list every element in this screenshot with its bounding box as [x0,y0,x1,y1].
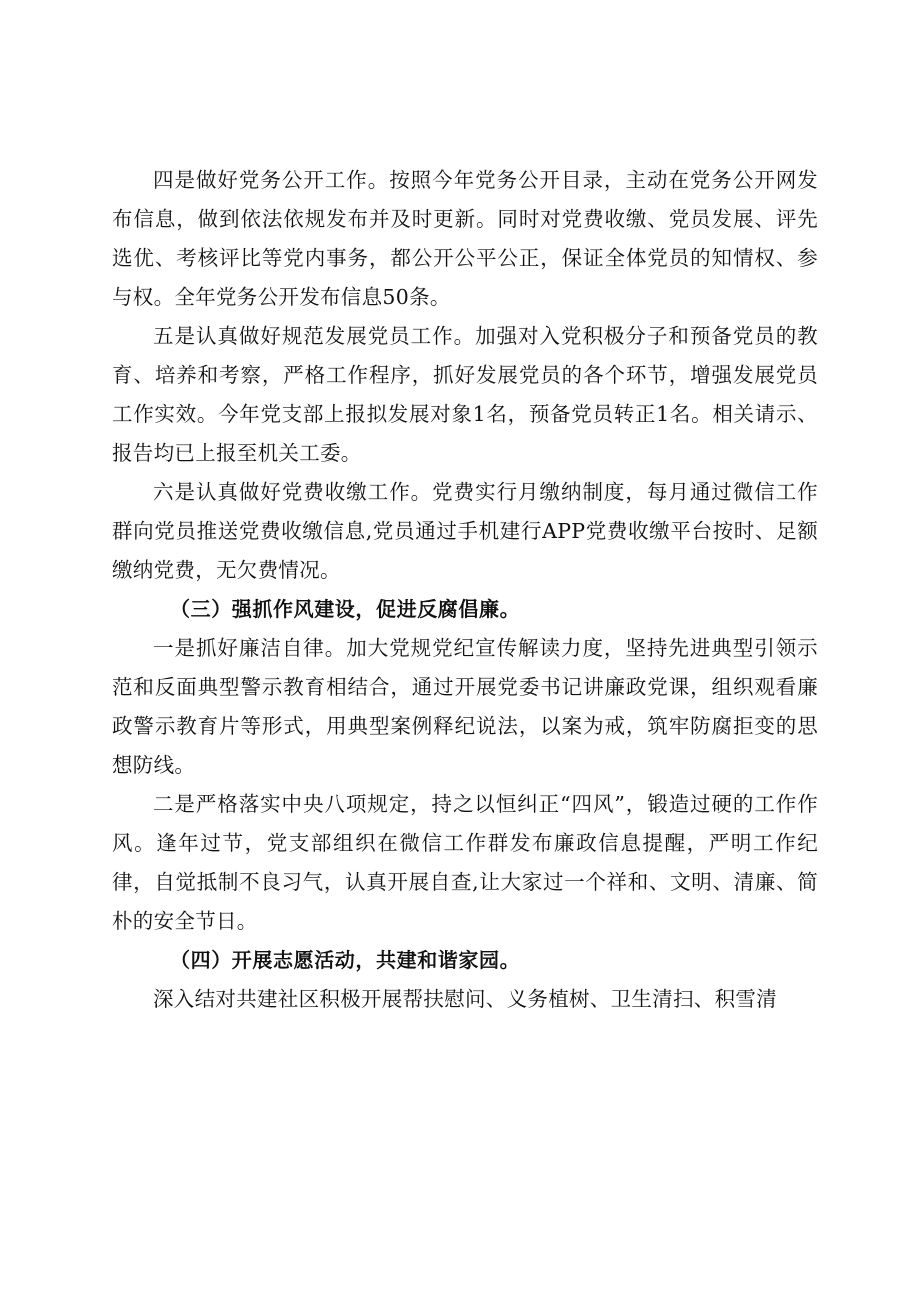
paragraph-party-affairs-disclosure: 四是做好党务公开工作。按照今年党务公开目录，主动在党务公开网发布信息，做到依法依规发布并及时更新。同时对党费收缴、党员发展、评先选优、考核评比等党内事务，都公开公平公正，保证全体党员的知情权、参与权。全年党务公开发布信息50条。 [112,168,818,309]
paragraph-eight-point-rules: 二是严格落实中央八项规定，持之以恒纠正“四风”，锻造过硬的工作作风。逢年过节，党支部组织在微信工作群发布廉政信息提醒，严明工作纪律，自觉抵制不良习气，认真开展自查,让大家过一个祥和、文明、清廉、简朴的安全节日。 [112,792,818,933]
section-heading-volunteer-activities: （四）开展志愿活动，共建和谐家园。 [170,948,521,972]
paragraph-party-member-development: 五是认真做好规范发展党员工作。加强对入党积极分子和预备党员的教育、培养和考察，严格工作程序，抓好发展党员的各个环节，增强发展党员工作实效。今年党支部上报拟发展对象1名，预备党员转正1名。相关请示、报告均已上报至机关工委。 [112,324,818,465]
section-heading-work-style: （三）强抓作风建设，促进反腐倡廉。 [170,597,521,621]
document-body [112,161,818,1019]
paragraph-community-cooperation: 深入结对共建社区积极开展帮扶慰问、义务植树、卫生清扫、积雪清 [153,987,777,1011]
paragraph-integrity-self-discipline: 一是抓好廉洁自律。加大党规党纪宣传解读力度，坚持先进典型引领示范和反面典型警示教育相结合，通过开展党委书记讲廉政党课，组织观看廉政警示教育片等形式，用典型案例释纪说法，以案为戒，筑牢防腐拒变的思想防线。 [112,636,818,777]
paragraph-party-fee-collection: 六是认真做好党费收缴工作。党费实行月缴纳制度，每月通过微信工作群向党员推送党费收缴信息,党员通过手机建行APP党费收缴平台按时、足额缴纳党费，无欠费情况。 [112,480,818,582]
